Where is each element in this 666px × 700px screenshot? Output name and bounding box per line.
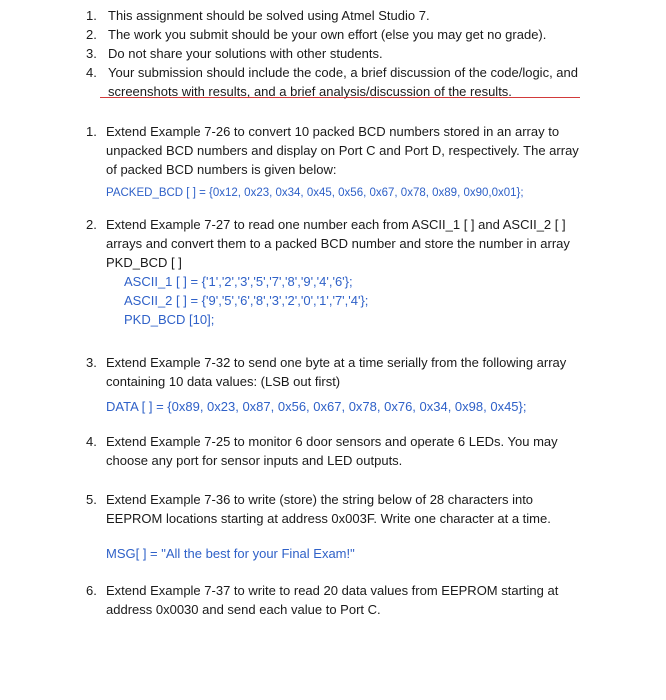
question-text: Extend Example 7-36 to write (store) the string below of 28 characters into EEPROM locations starting at address 0x003F. Write one character at a time. xyxy=(106,492,551,526)
instruction-item xyxy=(86,63,596,101)
instruction-text: The work you submit should be your own effort (else you may get no grade). xyxy=(108,27,547,42)
question-number: 5. xyxy=(86,492,97,507)
question-number: 1. xyxy=(86,124,97,139)
question-item xyxy=(86,215,586,329)
instruction-item xyxy=(86,6,596,25)
code-line: MSG[ ] = "All the best for your Final Exam!" xyxy=(106,546,355,561)
question-text: Extend Example 7-27 to read one number each from ASCII_1 [ ] and ASCII_2 [ ] arrays and convert them to a packed BCD number and store the number in array PKD_BCD [ ] xyxy=(106,217,570,270)
instruction-item xyxy=(86,44,596,63)
questions-list xyxy=(86,122,586,619)
instruction-number: 3. xyxy=(86,46,97,61)
instruction-text: This assignment should be solved using Atmel Studio 7. xyxy=(108,8,430,23)
code-line: ASCII_1 [ ] = {'1','2','3','5','7','8','9','4','6'}; xyxy=(124,274,353,289)
instructions-divider xyxy=(100,97,580,98)
question-item xyxy=(86,581,586,619)
question-number: 3. xyxy=(86,355,97,370)
instruction-number: 1. xyxy=(86,8,97,23)
code-line: DATA [ ] = {0x89, 0x23, 0x87, 0x56, 0x67, 0x78, 0x76, 0x34, 0x98, 0x45}; xyxy=(106,399,527,414)
question-text: Extend Example 7-25 to monitor 6 door sensors and operate 6 LEDs. You may choose any port for sensor inputs and LED outputs. xyxy=(106,434,558,468)
question-number: 4. xyxy=(86,434,97,449)
question-text: Extend Example 7-37 to write to read 20 data values from EEPROM starting at address 0x0030 and send each value to Port C. xyxy=(106,583,559,617)
instruction-number: 2. xyxy=(86,27,97,42)
instruction-number: 4. xyxy=(86,65,97,80)
question-text: Extend Example 7-26 to convert 10 packed BCD numbers stored in an array to unpacked BCD numbers and display on Port C and Port D, respectively. The array of packed BCD numbers is given below: xyxy=(106,124,579,177)
instruction-text: Do not share your solutions with other students. xyxy=(108,46,383,61)
question-item xyxy=(86,353,586,416)
instruction-text: Your submission should include the code, a brief discussion of the code/logic, and screenshots with results, and a brief analysis/discussion of the results. xyxy=(108,65,578,99)
question-item xyxy=(86,432,586,470)
instructions-list xyxy=(86,6,596,101)
code-line: PACKED_BCD [ ] = {0x12, 0x23, 0x34, 0x45, 0x56, 0x67, 0x78, 0x89, 0x90,0x01}; xyxy=(106,187,524,199)
question-text: Extend Example 7-32 to send one byte at a time serially from the following array containing 10 data values: (LSB out first) xyxy=(106,355,567,389)
question-number: 2. xyxy=(86,217,97,232)
code-line: PKD_BCD [10]; xyxy=(124,312,215,327)
question-number: 6. xyxy=(86,583,97,598)
question-item xyxy=(86,490,586,563)
instruction-item xyxy=(86,25,596,44)
code-line: ASCII_2 [ ] = {'9','5','6','8','3','2','0','1','7','4'}; xyxy=(124,293,369,308)
question-item xyxy=(86,122,586,203)
